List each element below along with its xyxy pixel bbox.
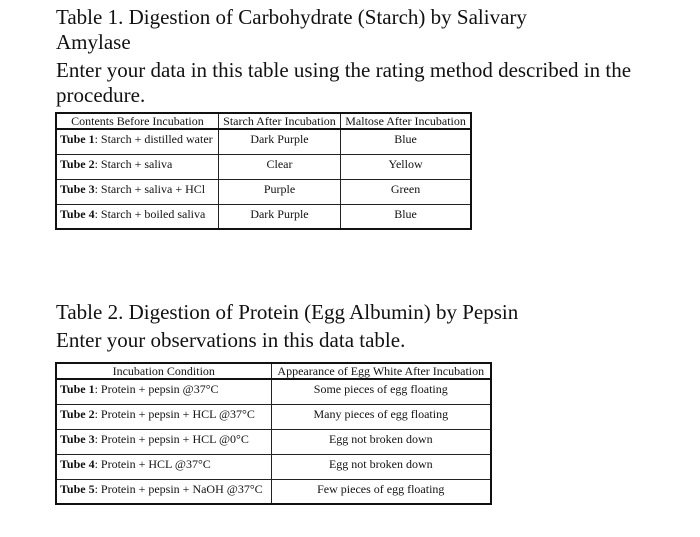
contents-text: : Starch + boiled saliva [94,206,206,221]
tube-label: Tube 2 [60,156,95,171]
table1-starch-cell[interactable]: Dark Purple [218,204,340,229]
condition-text: : Protein + pepsin + HCL @37°C [94,406,255,421]
table2-appearance-cell[interactable]: Egg not broken down [271,429,491,454]
table1-starch-cell[interactable]: Dark Purple [218,129,340,154]
table1-digestion-carbohydrate [55,112,472,230]
tube-label: Tube 2 [60,406,95,421]
table1-contents-cell [56,129,218,154]
table2-appearance-cell[interactable]: Some pieces of egg floating [271,379,491,404]
table2-digestion-protein [55,362,492,505]
table1-contents-cell [56,179,218,204]
table1-row-tube1 [56,129,471,154]
tube-label: Tube 4 [60,456,95,471]
table1-starch-cell[interactable]: Clear [218,154,340,179]
table2-row-tube2 [56,404,491,429]
table1-maltose-cell[interactable]: Blue [341,129,471,154]
table2-condition-cell [56,429,271,454]
contents-text: : Starch + saliva [94,156,173,171]
table2-row-tube3 [56,429,491,454]
contents-text: : Starch + saliva + HCl [94,181,206,196]
table1-contents-cell [56,204,218,229]
table2-title: Table 2. Digestion of Protein (Egg Albumin) by Pepsin [56,300,519,324]
table2-appearance-cell[interactable]: Many pieces of egg floating [271,404,491,429]
condition-text: : Protein + pepsin + NaOH @37°C [94,481,263,496]
tube-label: Tube 1 [60,382,95,396]
table1-title: Table 1. Digestion of Carbohydrate (Starch) by Salivary Amylase [56,5,527,54]
condition-text: : Protein + pepsin @37°C [94,382,219,396]
tube-label: Tube 5 [60,481,95,496]
table1-header-maltose: Maltose After Incubation [341,113,471,129]
table2-header-condition: Incubation Condition [56,363,271,379]
table1-row-tube3 [56,179,471,204]
condition-text: : Protein + pepsin + HCL @0°C [94,431,249,446]
table1-contents-cell [56,154,218,179]
tube-label: Tube 4 [60,206,95,221]
table1-header-starch: Starch After Incubation [218,113,340,129]
table1-row-tube2 [56,154,471,179]
table2-row-tube5 [56,479,491,504]
table2-instruction: Enter your observations in this data table. [56,328,406,352]
tube-label: Tube 1 [60,132,95,146]
table1-maltose-cell[interactable]: Yellow [341,154,471,179]
table2-row-tube4 [56,454,491,479]
table2-header-row [56,363,491,379]
tube-label: Tube 3 [60,431,95,446]
table1-header-contents: Contents Before Incubation [56,113,218,129]
table2-condition-cell [56,454,271,479]
tube-label: Tube 3 [60,181,95,196]
table1-row-tube4 [56,204,471,229]
table2-condition-cell [56,404,271,429]
table2-condition-cell [56,379,271,404]
table1-maltose-cell[interactable]: Green [341,179,471,204]
table2-appearance-cell[interactable]: Few pieces of egg floating [271,479,491,504]
table1-instruction: Enter your data in this table using the rating method described in the procedure. [56,58,632,107]
table2-appearance-cell[interactable]: Egg not broken down [271,454,491,479]
contents-text: : Starch + distilled water [94,132,213,146]
table2-row-tube1 [56,379,491,404]
table2-condition-cell [56,479,271,504]
table1-header-row [56,113,471,129]
table1-maltose-cell[interactable]: Blue [341,204,471,229]
table2-header-appearance: Appearance of Egg White After Incubation [271,363,491,379]
table1-starch-cell[interactable]: Purple [218,179,340,204]
condition-text: : Protein + HCL @37°C [94,456,211,471]
